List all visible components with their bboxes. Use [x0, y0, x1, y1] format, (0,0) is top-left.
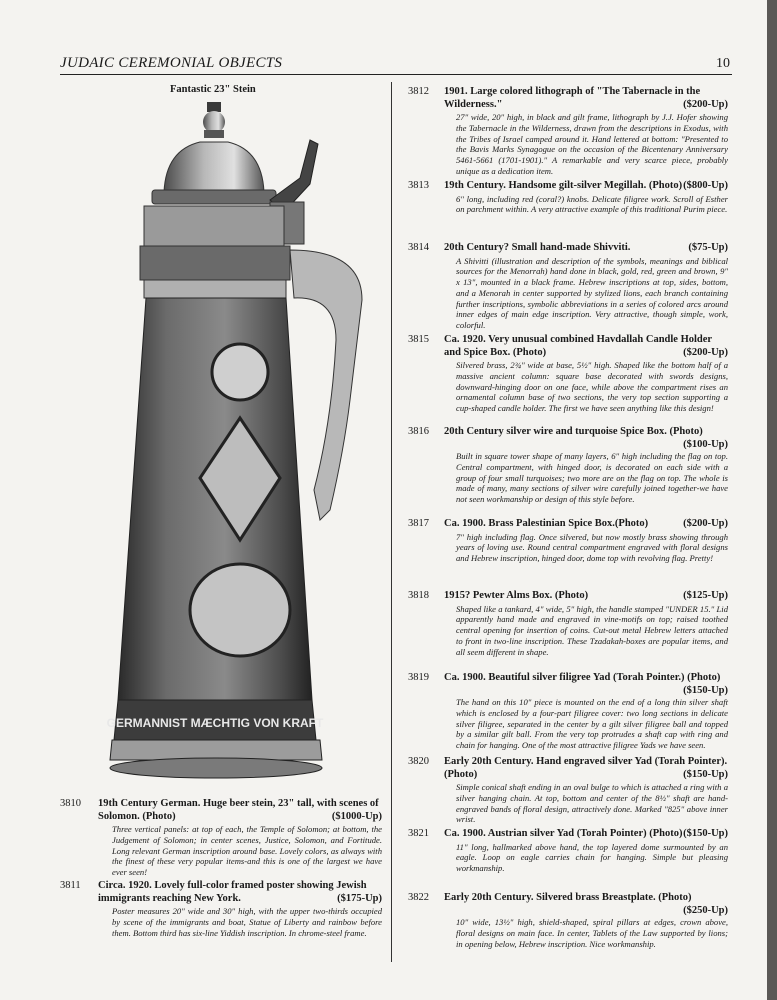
lot-entry	[444, 86, 728, 177]
lot-price: ($75-Up)	[688, 242, 728, 253]
lot-number: 3817	[408, 518, 429, 529]
lot-price: ($200-Up)	[683, 346, 728, 358]
lot-description: The hand on this 10" piece is mounted on the end of a long thin silver shaft which is enclosed by a four-part filigree cover: two long sections in delicate silver filigree, separated in the center by a gilt silver filigree ball and topped by a similar gilt ball. From the very top protrudes a shaft cap with ring and chain for hanging. One of the most attractive filigree Yads we have seen.	[456, 697, 728, 751]
lot-number: 3813	[408, 180, 429, 191]
lot-title: 1915? Pewter Alms Box. (Photo)	[444, 590, 589, 601]
lot-entry	[444, 334, 728, 414]
lot-title: Circa. 1920. Lovely full-color framed poster showing Jewish immigrants reaching New York.	[98, 880, 367, 904]
lot-price: ($200-Up)	[683, 518, 728, 529]
lot-price: ($150-Up)	[683, 828, 728, 839]
lot-title: Ca. 1900. Beautiful silver filigree Yad (Torah Pointer.) (Photo)	[444, 672, 721, 683]
lot-title: 19th Century. Handsome gilt-silver Megillah. (Photo)	[444, 180, 683, 191]
lot-description: 10" wide, 13½" high, shield-shaped, spiral pillars at edges, crown above, floral designs on main face. In center, Tablets of the Law supported by lions; in opening below, Hebrew inscription. Nice workmanship.	[456, 917, 728, 949]
lot-number: 3811	[60, 880, 81, 891]
lot-entry	[444, 426, 728, 505]
lot-entry	[444, 756, 728, 825]
page-number: 10	[716, 56, 730, 71]
lot-price: ($150-Up)	[683, 768, 728, 780]
lot-description: 7" high including flag. Once silvered, but now mostly brass showing through years of loving use. Round central compartment engraved with floral designs and Hebrew inscription, hinged door, dome top with revolving flag. Pretty!	[456, 531, 728, 564]
lot-description: Simple conical shaft ending in an oval bulge to which is attached a ring with a silver hanging chain. At top, bottom and center of the 8½" shaft are hand-engraved bands of floral design, attractively done. Marked "825" above inner wrist.	[456, 782, 728, 825]
section-title: JUDAIC CEREMONIAL OBJECTS	[60, 55, 283, 71]
lot-number: 3812	[408, 86, 429, 97]
lot-description: 27" wide, 20" high, in black and gilt frame, lithograph by J.J. Hofer showing the Tabernacle in the Wilderness, drawn from the descriptions in Exodus, with the Tribes of Israel camped around it. Hand lettered at bottom: "Presented to the Bavis Marks Synagogue on the occasion of the Bicentenary Anniversary 5461-5661 (1701-1901)." A remarkable and very scarce piece, probably unique as a dedication item.	[456, 112, 728, 176]
lot-entry	[98, 880, 382, 938]
lot-description: 6" long, including red (coral?) knobs. Delicate filigree work. Scroll of Esther on parchment within. A very attractive example of this traditional Purim piece.	[456, 193, 728, 215]
lot-description: Built in square tower shape of many layers, 6" high including the flag on top. Central compartment, with hinged door, is decorated on each side with a group of four small turquoises; two more are on the flag on top. The whole is made of many, many sections of silver wire carefully joined together-we have not seen workmanship or design of this style before.	[456, 451, 728, 505]
lot-description: Shaped like a tankard, 4" wide, 5" high, the handle stamped "UNDER 15." Lid apparently hand made and engraved in vine-motifs on top; raised toothed central opening for insertion of coins. Cut-out metal Hebrew letters attached to front in two-line inscription. These Tzadakah-boxes are popular items, and all seem different in shape.	[456, 603, 728, 657]
lot-description: Silvered brass, 2¾" wide at base, 5½" high. Shaped like the bottom half of a massive ancient column: square base decorated with swords designs, downward-hinging door on one face, while above the compartment rises an ornamental column base of two sections, the very top section supporting a cup-shaped candle holder. The first we have seen anything like this design!	[456, 360, 728, 414]
lot-number: 3810	[60, 798, 81, 809]
lot-entry	[444, 892, 728, 949]
stein-caption: Fantastic 23" Stein	[170, 84, 256, 95]
lot-number: 3815	[408, 334, 429, 345]
lot-number: 3816	[408, 426, 429, 437]
lot-title: Ca. 1900. Austrian silver Yad (Torah Pointer) (Photo)	[444, 828, 683, 839]
lot-entry	[444, 180, 728, 215]
lot-price: ($150-Up)	[683, 684, 728, 696]
stein-inscription: GERMANNIST MÆCHTIG VON KRAFT	[106, 716, 324, 730]
lot-title: Ca. 1920. Very unusual combined Havdallah Candle Holder and Spice Box. (Photo)	[444, 334, 712, 358]
lot-number: 3820	[408, 756, 429, 767]
lot-title: 1901. Large colored lithograph of "The Tabernacle in the Wilderness."	[444, 86, 701, 110]
lot-title: Early 20th Century. Hand engraved silver Yad (Torah Pointer). (Photo)	[444, 756, 728, 780]
lot-description: 11" long, hallmarked above hand, the top layered dome surmounted by an eagle. Loop on eagle carries chain for hanging. Simple but pleasing workmanship.	[456, 841, 728, 874]
lot-number: 3822	[408, 892, 429, 903]
lot-entry	[444, 518, 728, 564]
beer-stein-image	[100, 100, 380, 790]
lot-entry	[98, 798, 382, 878]
lot-number: 3821	[408, 828, 429, 839]
lot-title: 20th Century? Small hand-made Shivviti.	[444, 242, 631, 253]
lot-number: 3818	[408, 590, 429, 601]
lot-price: ($250-Up)	[683, 904, 728, 916]
lot-entry	[444, 590, 728, 657]
lot-price: ($125-Up)	[683, 590, 728, 601]
lot-title: Early 20th Century. Silvered brass Breastplate. (Photo)	[444, 892, 692, 903]
page-edge	[767, 0, 777, 1000]
lot-price: ($100-Up)	[683, 438, 728, 450]
lot-entry	[444, 672, 728, 751]
lot-price: ($800-Up)	[683, 180, 728, 191]
lot-price: ($1000-Up)	[331, 810, 382, 822]
lot-title: Ca. 1900. Brass Palestinian Spice Box.(Photo)	[444, 518, 649, 529]
lot-entry	[444, 242, 728, 331]
lot-entry	[444, 828, 728, 874]
lot-title: 19th Century German. Huge beer stein, 23" tall, with scenes of Solomon. (Photo)	[98, 798, 379, 822]
lot-description: Three vertical panels: at top of each, the Temple of Solomon; at bottom, the Judgement of Solomon; in center scenes, Justice, Solomon, and Fortitude. Long relevant German inscription around base. Lovely colors, as always with the finest of these very popular items-and this is one of the largest we have ever seen!	[112, 824, 382, 878]
lot-description: Poster measures 20" wide and 30" high, with the upper two-thirds occupied by scene of the immigrants and boat, Statue of Liberty and rainbow before them. Bottom third has six-line Yiddish inscription. In chrome-steel frame.	[112, 906, 382, 938]
page-header	[60, 52, 732, 75]
lot-number: 3819	[408, 672, 429, 683]
lot-price: ($200-Up)	[683, 98, 728, 110]
lot-number: 3814	[408, 242, 429, 253]
column-divider	[391, 82, 392, 962]
lot-description: A Shivitti (illustration and description of the symbols, meanings and biblical sources for the Menorrah) hand done in black, gold, red, green and brown, 9" x 13", mounted in a black frame. Hebrew inscriptions at top, sides, bottom, and a Menorah in center supported by stylized lions, each branch containing further inscriptions, symbolic abbreviations in a series of colored arcs around inner edges of main edge inscription. Very attractive, though simple, work, colorful.	[456, 255, 728, 331]
lot-title: 20th Century silver wire and turquoise Spice Box. (Photo)	[444, 426, 703, 437]
lot-price: ($175-Up)	[337, 892, 382, 904]
